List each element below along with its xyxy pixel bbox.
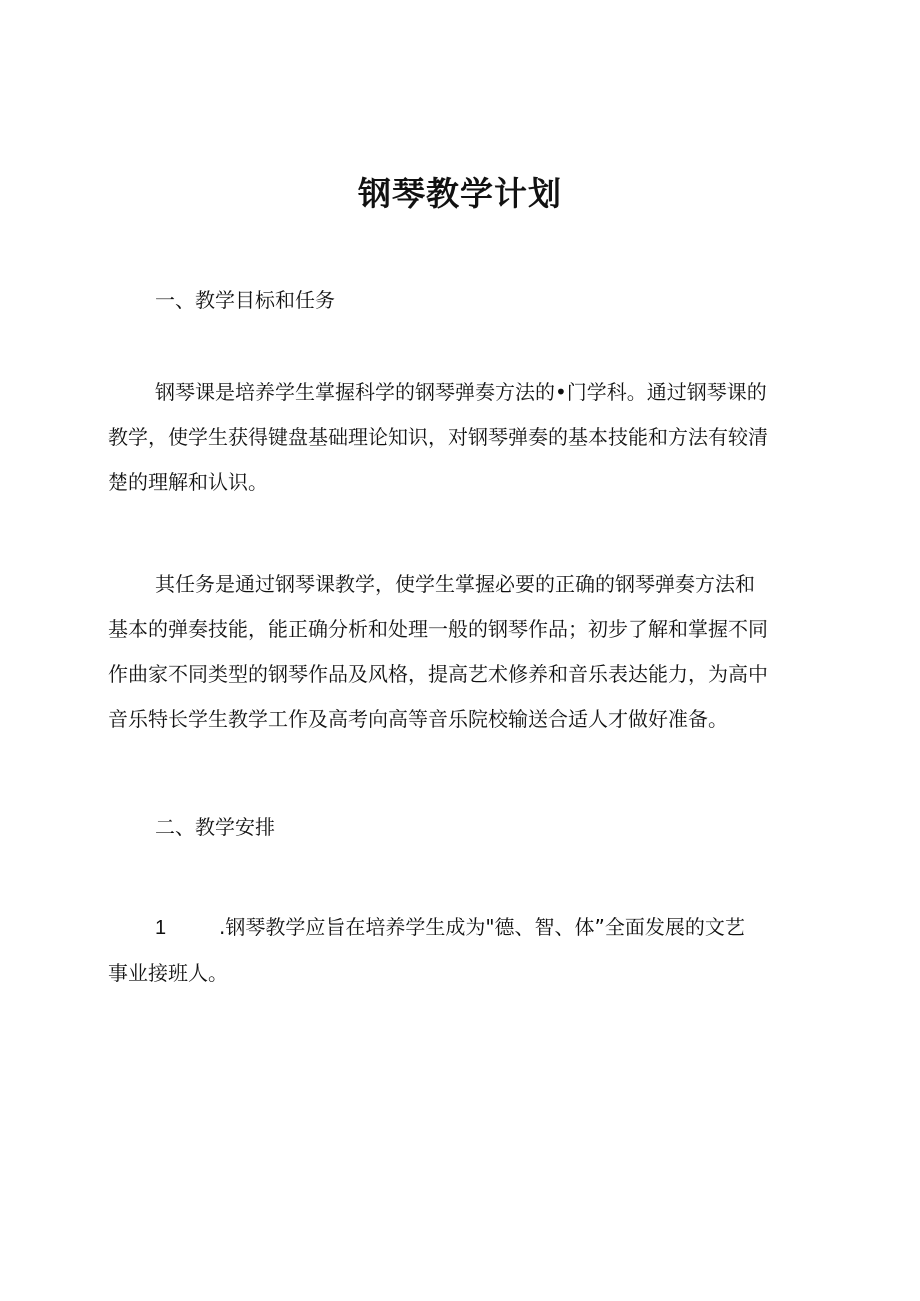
item-text: .钢琴教学应旨在培养学生成为"德、智、体”全面发展的文艺: [219, 915, 745, 939]
item-number: 1: [155, 917, 167, 939]
numbered-item-line: 事业接班人。: [108, 961, 228, 985]
paragraph-course-task: [108, 562, 820, 742]
paragraph-line: 楚的理解和认识。: [108, 470, 268, 494]
paragraph-course-intro: [108, 370, 820, 505]
paragraph-line: 基本的弹奏技能，能正确分析和处理一般的钢琴作品；初步了解和掌握不同: [108, 617, 768, 641]
section-heading-arrangement: 二、教学安排: [155, 815, 275, 839]
section-heading-goals: 一、教学目标和任务: [155, 288, 335, 312]
paragraph-line: 教学，使学生获得键盘基础理论知识，对钢琴弹奏的基本技能和方法有较清: [108, 425, 768, 449]
paragraph-line: 作曲家不同类型的钢琴作品及风格，提高艺术修养和音乐表达能力，为高中: [108, 662, 768, 686]
paragraph-line: 音乐特长学生教学工作及高考向高等音乐院校输送合适人才做好准备。: [108, 707, 728, 731]
paragraph-line: 其任务是通过钢琴课教学，使学生掌握必要的正确的钢琴弹奏方法和: [155, 572, 755, 596]
numbered-item-line: [108, 905, 820, 951]
document-title: 钢琴教学计划: [358, 174, 562, 213]
numbered-item-1: [108, 905, 820, 996]
paragraph-line: 钢琴课是培养学生掌握科学的钢琴弹奏方法的•门学科。通过钢琴课的: [155, 380, 767, 404]
